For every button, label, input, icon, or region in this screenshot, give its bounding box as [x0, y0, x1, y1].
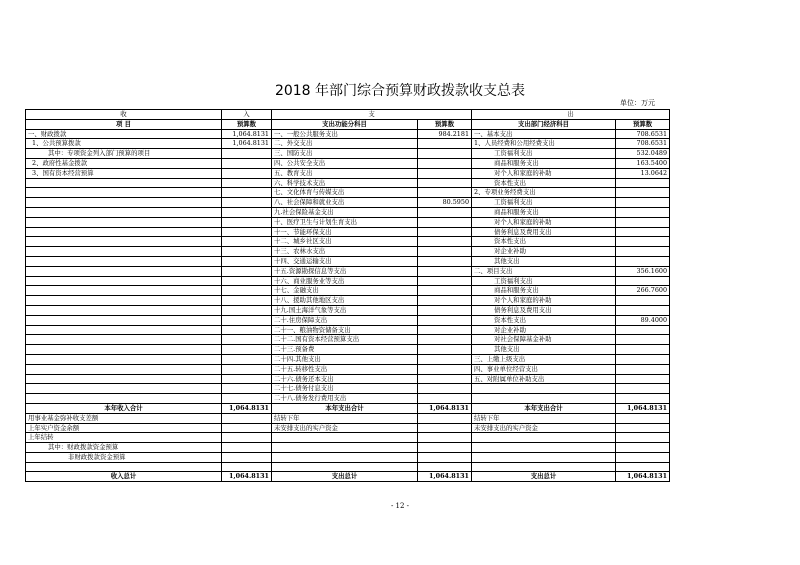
function-value	[418, 168, 472, 178]
grand-econ-total-label: 支出总计	[472, 472, 616, 482]
economic-item: 债务利息及费用支出	[472, 305, 616, 315]
income-value	[222, 315, 272, 325]
function-value	[418, 158, 472, 168]
function-item: 八、社会保障和就业支出	[272, 198, 418, 208]
table-row	[26, 237, 670, 247]
table-row	[26, 423, 670, 433]
economic-value: 266.7600	[616, 286, 670, 296]
income-value: 1,064.8131	[222, 129, 272, 139]
economic-item: 商品和服务支出	[472, 158, 616, 168]
function-item: 二十七.债务付息支出	[272, 384, 418, 394]
income-value	[222, 149, 272, 159]
economic-value	[616, 433, 670, 443]
function-value	[418, 276, 472, 286]
income-value	[222, 423, 272, 433]
income-item: 3、国有资本经营预算	[26, 168, 222, 178]
function-item: 二十四.其他支出	[272, 354, 418, 364]
economic-value	[616, 305, 670, 315]
economic-value	[616, 227, 670, 237]
col-budget-income: 预算数	[222, 119, 272, 129]
function-value	[418, 374, 472, 384]
economic-value	[616, 237, 670, 247]
economic-item: 五、对附属单位补助支出	[472, 374, 616, 384]
function-value	[418, 207, 472, 217]
table-row	[26, 364, 670, 374]
function-value	[418, 178, 472, 188]
economic-value	[616, 354, 670, 364]
function-item: 十八、援助其他地区支出	[272, 296, 418, 306]
income-item	[26, 256, 222, 266]
economic-item: 资本性支出	[472, 237, 616, 247]
income-item: 非财政拨款资金预算	[26, 452, 222, 462]
economic-item: 商品和服务支出	[472, 286, 616, 296]
income-value	[222, 188, 272, 198]
function-value	[418, 423, 472, 433]
function-item: 十九.国土海洋气象等支出	[272, 305, 418, 315]
table-row	[26, 188, 670, 198]
function-value	[418, 394, 472, 404]
economic-item: 三、上缴上级支出	[472, 354, 616, 364]
economic-item: 四、事业单位经营支出	[472, 364, 616, 374]
economic-item	[472, 394, 616, 404]
function-value	[418, 433, 472, 443]
function-item: 一、一般公共服务支出	[272, 129, 418, 139]
function-value	[418, 237, 472, 247]
economic-value: 89.4000	[616, 315, 670, 325]
col-function: 支出功能分科目	[272, 119, 418, 129]
income-item	[26, 247, 222, 257]
grand-func-total-value: 1,064.8131	[418, 472, 472, 482]
function-value	[418, 247, 472, 257]
function-item: 十七、金融支出	[272, 286, 418, 296]
income-value	[222, 462, 272, 472]
income-item	[26, 296, 222, 306]
economic-value: 708.6531	[616, 129, 670, 139]
income-item: 用事业基金弥补收支差额	[26, 413, 222, 423]
income-item: 2、政府性基金拨款	[26, 158, 222, 168]
income-item	[26, 345, 222, 355]
function-item: 五、教育支出	[272, 168, 418, 178]
function-value	[418, 149, 472, 159]
income-item: 其中：财政拨款资金预算	[26, 443, 222, 453]
table-row	[26, 168, 670, 178]
income-value	[222, 198, 272, 208]
function-value	[418, 384, 472, 394]
economic-item	[472, 443, 616, 453]
economic-value: 356.1600	[616, 266, 670, 276]
table-row	[26, 286, 670, 296]
income-item	[26, 335, 222, 345]
annual-func-total-value: 1,064.8131	[418, 403, 472, 413]
function-item: 十六、商业服务业等支出	[272, 276, 418, 286]
function-value	[418, 443, 472, 453]
grand-total-row	[26, 472, 670, 482]
income-item	[26, 266, 222, 276]
annual-total-row	[26, 403, 670, 413]
economic-value	[616, 345, 670, 355]
income-value	[222, 345, 272, 355]
expense-header-2: 出	[472, 110, 670, 120]
income-value	[222, 452, 272, 462]
function-value	[418, 335, 472, 345]
income-value	[222, 394, 272, 404]
table-row	[26, 256, 670, 266]
table-row	[26, 335, 670, 345]
income-value	[222, 207, 272, 217]
economic-value	[616, 256, 670, 266]
income-item	[26, 178, 222, 188]
function-item: 未安排支出的实户资金	[272, 423, 418, 433]
income-value	[222, 286, 272, 296]
table-row	[26, 305, 670, 315]
economic-value: 13.0642	[616, 168, 670, 178]
income-value	[222, 325, 272, 335]
table-row	[26, 315, 670, 325]
function-item: 十二、城乡社区支出	[272, 237, 418, 247]
economic-value	[616, 178, 670, 188]
income-item	[26, 276, 222, 286]
table-row	[26, 139, 670, 149]
income-item: 上年结转	[26, 433, 222, 443]
economic-item: 工资福利支出	[472, 198, 616, 208]
function-value	[418, 354, 472, 364]
function-value	[418, 452, 472, 462]
income-value	[222, 217, 272, 227]
col-budget-function: 预算数	[418, 119, 472, 129]
grand-income-total-value: 1,064.8131	[222, 472, 272, 482]
function-item: 结转下年	[272, 413, 418, 423]
table-row	[26, 443, 670, 453]
table-row	[26, 384, 670, 394]
income-value	[222, 305, 272, 315]
table-row	[26, 354, 670, 364]
economic-value	[616, 325, 670, 335]
function-value: 984.2181	[418, 129, 472, 139]
page-number: - 12 -	[390, 502, 410, 510]
function-value	[418, 296, 472, 306]
income-value	[222, 354, 272, 364]
economic-value	[616, 296, 670, 306]
income-item	[26, 305, 222, 315]
function-value	[418, 364, 472, 374]
grand-econ-total-value: 1,064.8131	[616, 472, 670, 482]
income-value	[222, 266, 272, 276]
page-title: 2018 年部门综合预算财政拨款收支总表	[274, 83, 526, 99]
function-item: 十五.资源勘探信息等支出	[272, 266, 418, 276]
income-item	[26, 384, 222, 394]
income-value	[222, 443, 272, 453]
annual-econ-total-label: 本年支出合计	[472, 403, 616, 413]
function-value	[418, 217, 472, 227]
function-item	[272, 452, 418, 462]
function-item: 十一、节能环保支出	[272, 227, 418, 237]
function-value	[418, 139, 472, 149]
function-item	[272, 433, 418, 443]
income-value	[222, 374, 272, 384]
budget-table	[25, 109, 670, 482]
table-row	[26, 217, 670, 227]
income-item	[26, 207, 222, 217]
economic-item: 工资福利支出	[472, 276, 616, 286]
function-value	[418, 325, 472, 335]
income-item: 上年实户资金余额	[26, 423, 222, 433]
economic-value	[616, 374, 670, 384]
function-value	[418, 188, 472, 198]
economic-value	[616, 462, 670, 472]
income-item	[26, 364, 222, 374]
economic-value: 708.6531	[616, 139, 670, 149]
annual-income-total-value: 1,064.8131	[222, 403, 272, 413]
function-value	[418, 413, 472, 423]
economic-item: 结转下年	[472, 413, 616, 423]
economic-item	[472, 384, 616, 394]
income-value	[222, 335, 272, 345]
function-item: 二十八.债务发行费用支出	[272, 394, 418, 404]
table-row	[26, 345, 670, 355]
table-column-header	[26, 119, 670, 129]
table-row	[26, 266, 670, 276]
economic-value	[616, 335, 670, 345]
income-value	[222, 296, 272, 306]
economic-item	[472, 452, 616, 462]
economic-item: 资本性支出	[472, 315, 616, 325]
economic-value	[616, 364, 670, 374]
income-value	[222, 158, 272, 168]
income-value	[222, 227, 272, 237]
income-value	[222, 433, 272, 443]
table-row	[26, 276, 670, 286]
table-row	[26, 129, 670, 139]
function-item: 三、国防支出	[272, 149, 418, 159]
function-value	[418, 305, 472, 315]
function-item	[272, 443, 418, 453]
economic-value: 163.5400	[616, 158, 670, 168]
function-value	[418, 286, 472, 296]
table-row	[26, 394, 670, 404]
economic-value	[616, 217, 670, 227]
table-row	[26, 158, 670, 168]
economic-item	[472, 433, 616, 443]
economic-item: 未安排支出的实户资金	[472, 423, 616, 433]
income-value: 1,064.8131	[222, 139, 272, 149]
function-item: 二十五.转移性支出	[272, 364, 418, 374]
table-row	[26, 452, 670, 462]
income-item	[26, 354, 222, 364]
col-item: 项 目	[26, 119, 222, 129]
income-item: 其中：专项资金列入部门预算的项目	[26, 149, 222, 159]
table-row	[26, 433, 670, 443]
income-item	[26, 217, 222, 227]
income-item	[26, 325, 222, 335]
economic-item: 其他支出	[472, 256, 616, 266]
table-row	[26, 227, 670, 237]
table-row	[26, 149, 670, 159]
table-row	[26, 207, 670, 217]
economic-value	[616, 247, 670, 257]
table-group-header	[26, 110, 670, 120]
economic-value	[616, 384, 670, 394]
economic-item: 对社会保障基金补助	[472, 335, 616, 345]
function-value	[418, 256, 472, 266]
economic-item: 对企业补助	[472, 325, 616, 335]
table-row	[26, 247, 670, 257]
function-item: 二十三.预备费	[272, 345, 418, 355]
economic-value	[616, 276, 670, 286]
expense-header-1: 支	[272, 110, 472, 120]
income-header-2: 入	[222, 110, 272, 120]
function-item: 九.社会保险基金支出	[272, 207, 418, 217]
income-value	[222, 276, 272, 286]
economic-value	[616, 452, 670, 462]
table-row	[26, 325, 670, 335]
unit-label: 单位：万元	[620, 99, 655, 107]
function-value	[418, 345, 472, 355]
income-value	[222, 178, 272, 188]
economic-value	[616, 207, 670, 217]
function-value	[418, 227, 472, 237]
economic-item: 1、人员经费和公用经费支出	[472, 139, 616, 149]
economic-item: 债务利息及费用支出	[472, 227, 616, 237]
function-item: 六、科学技术支出	[272, 178, 418, 188]
function-item: 十四、交通运输支出	[272, 256, 418, 266]
table-row	[26, 413, 670, 423]
function-value	[418, 315, 472, 325]
economic-value	[616, 198, 670, 208]
economic-item: 商品和服务支出	[472, 207, 616, 217]
income-value	[222, 247, 272, 257]
grand-func-total-label: 支出总计	[272, 472, 418, 482]
income-item	[26, 394, 222, 404]
function-item: 十、医疗卫生与计划生育支出	[272, 217, 418, 227]
economic-item: 对个人和家庭的补助	[472, 296, 616, 306]
grand-income-total-label: 收入总计	[26, 472, 222, 482]
economic-item: 其他支出	[472, 345, 616, 355]
table-row	[26, 462, 670, 472]
income-item	[26, 315, 222, 325]
income-item	[26, 198, 222, 208]
income-value	[222, 256, 272, 266]
annual-func-total-label: 本年支出合计	[272, 403, 418, 413]
function-value: 80.5950	[418, 198, 472, 208]
economic-item: 一、基本支出	[472, 129, 616, 139]
table-row	[26, 374, 670, 384]
function-item: 二十.住房保障支出	[272, 315, 418, 325]
income-item	[26, 462, 222, 472]
function-item: 二、外交支出	[272, 139, 418, 149]
economic-value	[616, 188, 670, 198]
economic-item: 工资福利支出	[472, 149, 616, 159]
income-value	[222, 168, 272, 178]
function-item: 四、公共安全支出	[272, 158, 418, 168]
annual-econ-total-value: 1,064.8131	[616, 403, 670, 413]
economic-value: 532.0489	[616, 149, 670, 159]
income-value	[222, 413, 272, 423]
function-item	[272, 462, 418, 472]
income-item	[26, 227, 222, 237]
function-value	[418, 266, 472, 276]
economic-value	[616, 423, 670, 433]
income-item: 1、公共预算拨款	[26, 139, 222, 149]
income-item	[26, 237, 222, 247]
economic-item: 对个人和家庭的补助	[472, 217, 616, 227]
economic-value	[616, 394, 670, 404]
economic-value	[616, 443, 670, 453]
income-item	[26, 286, 222, 296]
function-item: 二十六.债务还本支出	[272, 374, 418, 384]
function-item: 七、文化体育与传媒支出	[272, 188, 418, 198]
table-row	[26, 296, 670, 306]
economic-item: 对个人和家庭的补助	[472, 168, 616, 178]
table-row	[26, 178, 670, 188]
income-header-1: 收	[26, 110, 222, 120]
income-value	[222, 384, 272, 394]
economic-item: 2、专项业务经费支出	[472, 188, 616, 198]
economic-item: 资本性支出	[472, 178, 616, 188]
income-item: 一、财政拨款	[26, 129, 222, 139]
function-value	[418, 462, 472, 472]
economic-item: 二、项目支出	[472, 266, 616, 276]
col-budget-economic: 预算数	[616, 119, 670, 129]
col-economic: 支出部门经济科目	[472, 119, 616, 129]
table-row	[26, 198, 670, 208]
economic-item	[472, 462, 616, 472]
economic-value	[616, 413, 670, 423]
function-item: 二十一、粮油物资储备支出	[272, 325, 418, 335]
income-item	[26, 188, 222, 198]
function-item: 十三、农林水支出	[272, 247, 418, 257]
income-value	[222, 364, 272, 374]
income-value	[222, 237, 272, 247]
income-item	[26, 374, 222, 384]
function-item: 二十二.国有资本经营预算支出	[272, 335, 418, 345]
annual-income-total-label: 本年收入合计	[26, 403, 222, 413]
economic-item: 对企业补助	[472, 247, 616, 257]
